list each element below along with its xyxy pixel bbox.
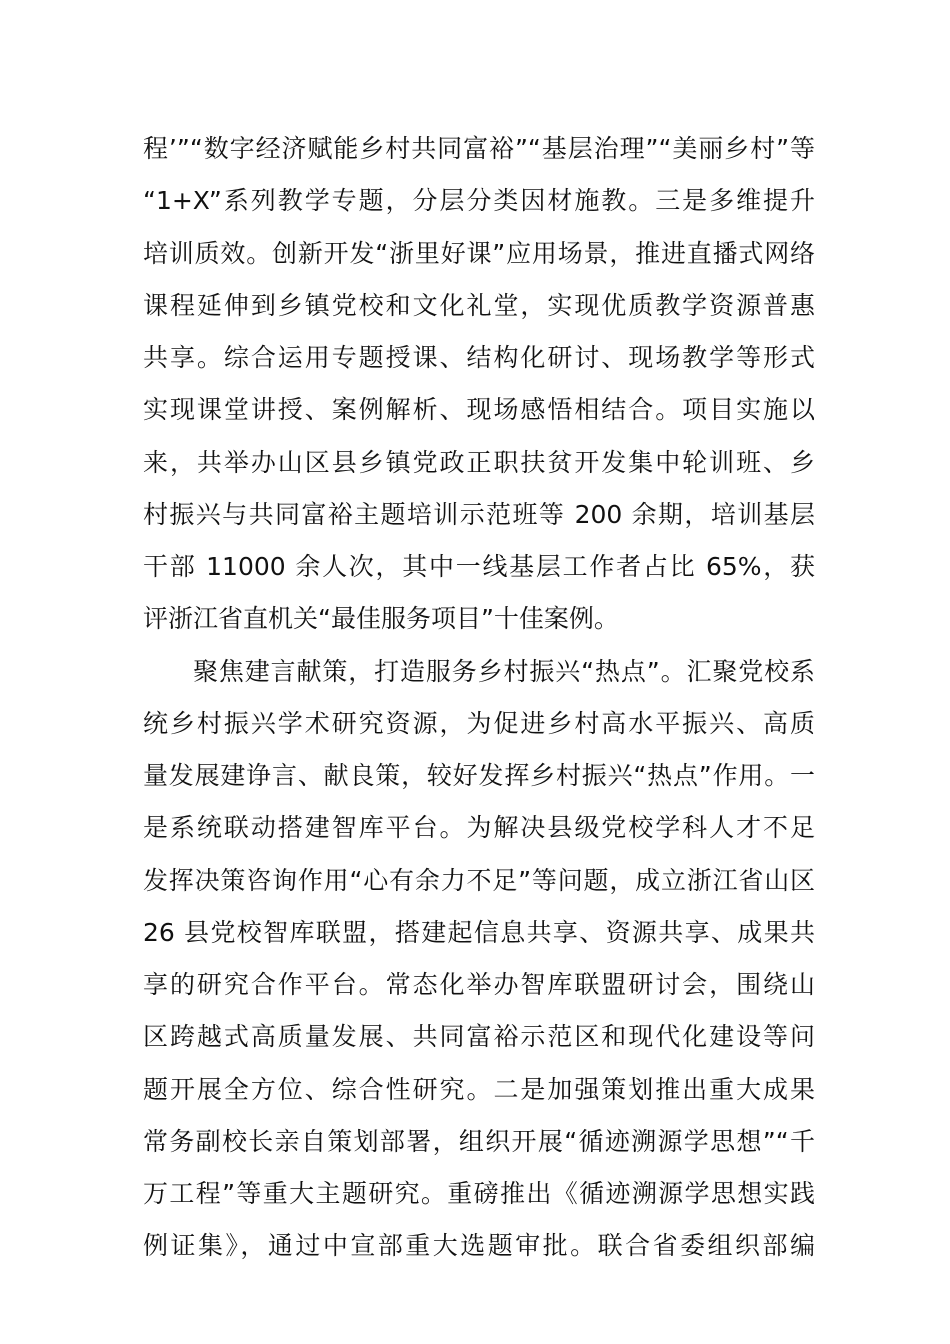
paragraph-first-line: 聚焦建言献策，打造服务乡村振兴“热点”。汇聚党校系: [193, 656, 815, 686]
text-line: 26 县党校智库联盟，搭建起信息共享、资源共享、成果共: [143, 917, 815, 947]
text-line: 实现课堂讲授、案例解析、现场感悟相结合。项目实施以: [143, 395, 815, 425]
text-line: 共享。综合运用专题授课、结构化研讨、现场教学等形式: [143, 343, 815, 372]
paragraph-end-line: 评浙江省直机关“最佳服务项目”十佳案例。: [143, 604, 619, 634]
text-line: 来，共举办山区县乡镇党政正职扶贫开发集中轮训班、乡: [143, 447, 815, 477]
text-line: 例证集》，通过中宣部重大选题审批。联合省委组织部编: [143, 1231, 815, 1261]
text-line: 统乡村振兴学术研究资源，为促进乡村高水平振兴、高质: [143, 708, 815, 738]
text-line: 题开展全方位、综合性研究。二是加强策划推出重大成果: [143, 1074, 815, 1104]
text-line: 是系统联动搭建智库平台。为解决县级党校学科人才不足: [143, 813, 815, 843]
text-line: 万工程”等重大主题研究。重磅推出《循迹溯源学思想实践: [143, 1179, 815, 1208]
text-line: “1+X”系列教学专题，分层分类因材施教。三是多维提升: [143, 186, 815, 216]
text-line: 村振兴与共同富裕主题培训示范班等 200 余期，培训基层: [143, 499, 815, 529]
text-line: 课程延伸到乡镇党校和文化礼堂，实现优质教学资源普惠: [143, 290, 815, 320]
text-line: 量发展建诤言、献良策，较好发挥乡村振兴“热点”作用。一: [143, 761, 815, 790]
text-line: 区跨越式高质量发展、共同富裕示范区和现代化建设等问: [143, 1022, 815, 1052]
text-line: 干部 11000 余人次，其中一线基层工作者占比 65%，获: [143, 552, 815, 581]
text-line: 程’”“数字经济赋能乡村共同富裕”“基层治理”“美丽乡村”等: [143, 134, 815, 163]
document-body: [143, 123, 815, 1273]
text-line: 常务副校长亲自策划部署，组织开展“循迹溯源学思想”“千: [143, 1126, 815, 1156]
text-line: 培训质效。创新开发“浙里好课”应用场景，推进直播式网络: [143, 238, 815, 268]
text-line: 发挥决策咨询作用“心有余力不足”等问题，成立浙江省山区: [143, 865, 815, 895]
text-line: 享的研究合作平台。常态化举办智库联盟研讨会，围绕山: [143, 970, 815, 999]
